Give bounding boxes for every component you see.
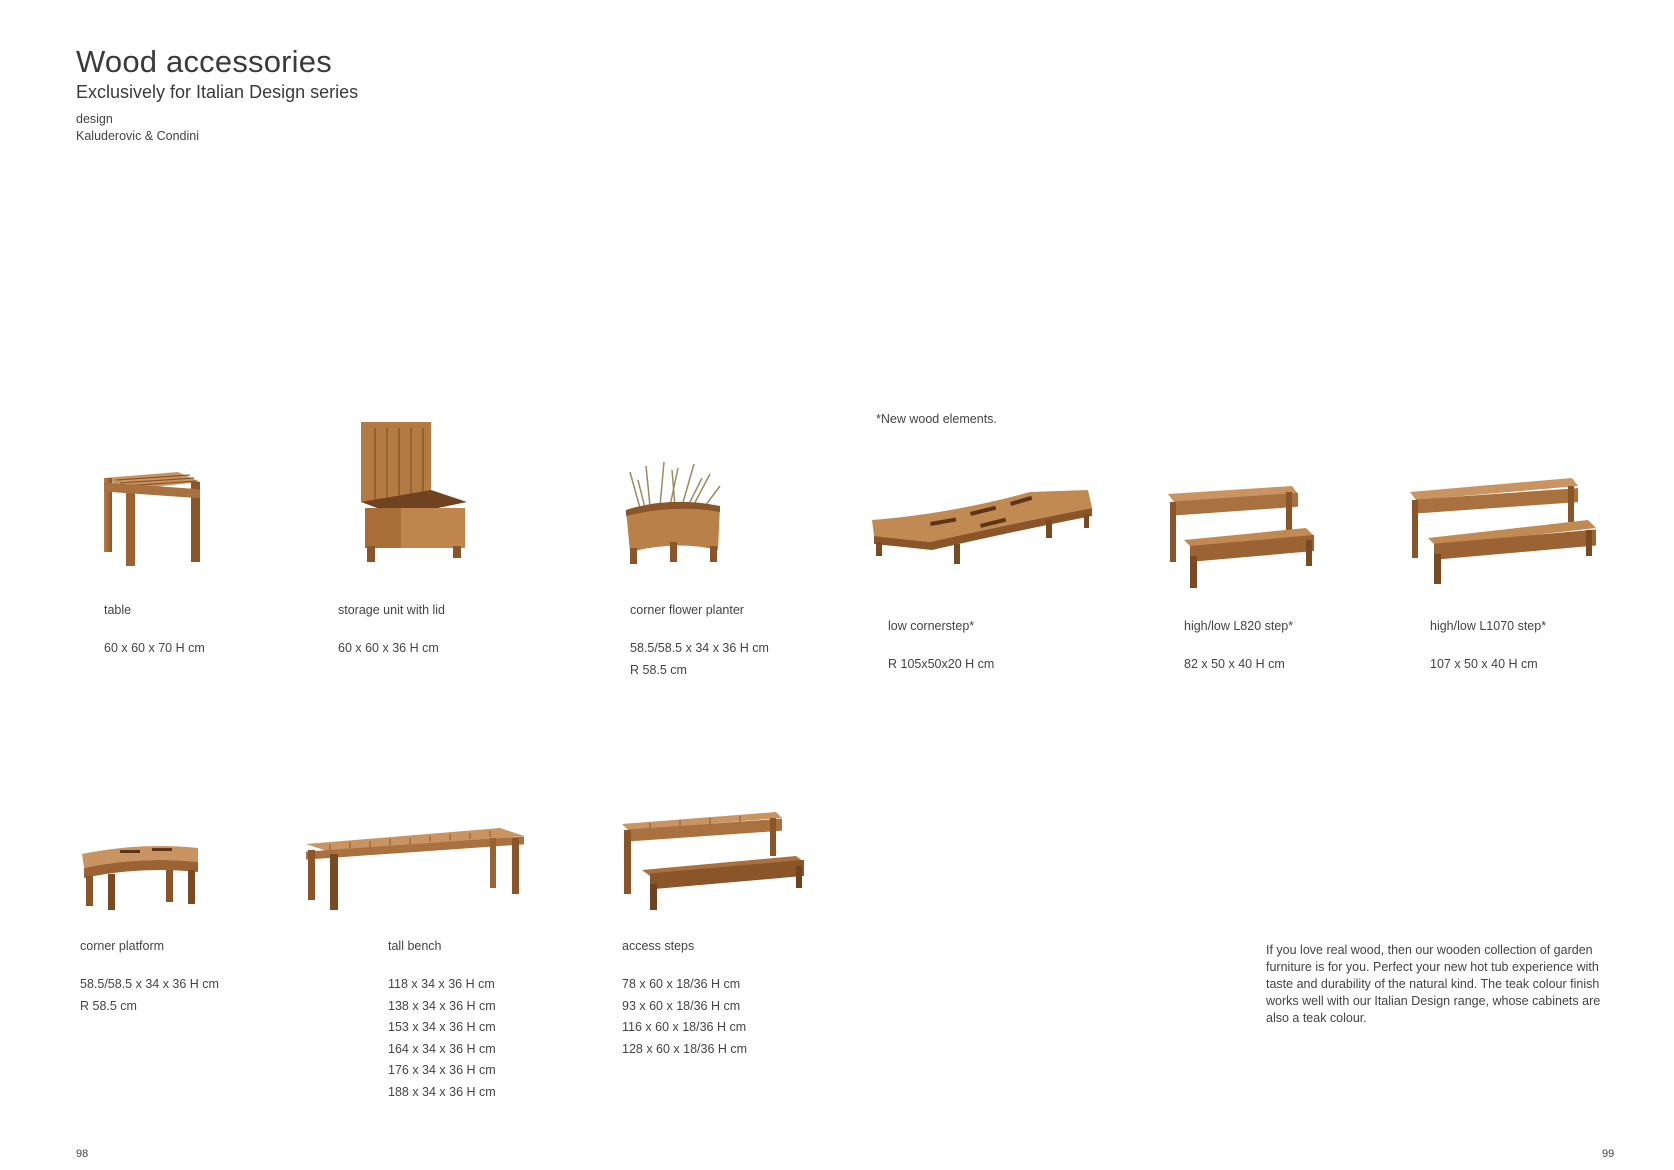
dimension-line: 107 x 50 x 40 H cm	[1430, 657, 1538, 671]
dimension-line: 82 x 50 x 40 H cm	[1184, 657, 1285, 671]
low-cornerstep-label: low cornerstep*	[888, 619, 975, 633]
access-steps-dimensions	[622, 974, 747, 1060]
corner-planter-image	[620, 460, 730, 568]
dimension-line: 164 x 34 x 36 H cm	[388, 1041, 496, 1056]
dimension-line: 116 x 60 x 18/36 H cm	[622, 1020, 747, 1034]
page-number-right: 99	[1602, 1148, 1615, 1160]
dimension-line: 60 x 60 x 70 H cm	[104, 641, 205, 655]
access-steps-label: access steps	[622, 939, 695, 953]
step-l820-label: high/low L820 step*	[1184, 619, 1294, 633]
dimension-line: 176 x 34 x 36 H cm	[388, 1063, 496, 1077]
designer-names: Kaluderovic & Condini	[76, 129, 199, 143]
low-cornerstep-dimensions	[888, 654, 994, 676]
dimension-line: 93 x 60 x 18/36 H cm	[622, 998, 741, 1013]
dimension-line: 58.5/58.5 x 34 x 36 H cm	[630, 641, 769, 655]
corner-planter-label: corner flower planter	[630, 603, 744, 617]
step-l1070-image	[1408, 476, 1598, 590]
step-l1070-label: high/low L1070 step*	[1430, 619, 1547, 633]
dimension-line: 60 x 60 x 36 H cm	[338, 641, 439, 655]
storage-unit-label: storage unit with lid	[338, 603, 446, 617]
table-image	[96, 470, 206, 570]
dimension-line: 188 x 34 x 36 H cm	[388, 1084, 496, 1099]
dimension-line: 78 x 60 x 18/36 H cm	[622, 977, 741, 991]
page-number-left: 98	[76, 1148, 89, 1160]
page-subtitle: Exclusively for Italian Design series	[76, 82, 359, 102]
step-l820-dimensions	[1184, 654, 1285, 676]
tall-bench-dimensions	[388, 974, 496, 1103]
dimension-line: R 58.5 cm	[630, 662, 687, 677]
design-label: design	[76, 112, 113, 126]
new-elements-note: *New wood elements.	[876, 412, 997, 426]
page-title: Wood accessories	[76, 44, 332, 79]
corner-platform-dimensions	[80, 974, 219, 1017]
dimension-line: 128 x 60 x 18/36 H cm	[622, 1041, 748, 1056]
access-steps-image	[620, 810, 810, 914]
storage-unit-dimensions	[338, 638, 439, 660]
low-cornerstep-image	[870, 486, 1100, 566]
step-l1070-dimensions	[1430, 654, 1538, 676]
description-paragraph: If you love real wood, then our wooden collection of garden furniture is for you. Perfect your new hot tub experience with taste and durability of the natural kind. The teak colour finish works well with our Italian Design range, whose cabinets are also a teak colour.	[1266, 943, 1601, 1025]
storage-unit-image	[355, 420, 475, 565]
table-dimensions	[104, 638, 205, 660]
dimension-line: 58.5/58.5 x 34 x 36 H cm	[80, 977, 219, 991]
dimension-line: 118 x 34 x 36 H cm	[388, 977, 495, 991]
dimension-line: R 58.5 cm	[80, 998, 137, 1013]
corner-platform-image	[80, 840, 204, 912]
corner-planter-dimensions	[630, 638, 769, 681]
tall-bench-label: tall bench	[388, 939, 442, 953]
step-l820-image	[1166, 484, 1316, 594]
tall-bench-image	[300, 824, 530, 914]
dimension-line: R 105x50x20 H cm	[888, 657, 995, 671]
table-label: table	[104, 603, 132, 617]
corner-platform-label: corner platform	[80, 939, 165, 953]
dimension-line: 153 x 34 x 36 H cm	[388, 1020, 496, 1034]
dimension-line: 138 x 34 x 36 H cm	[388, 998, 496, 1013]
